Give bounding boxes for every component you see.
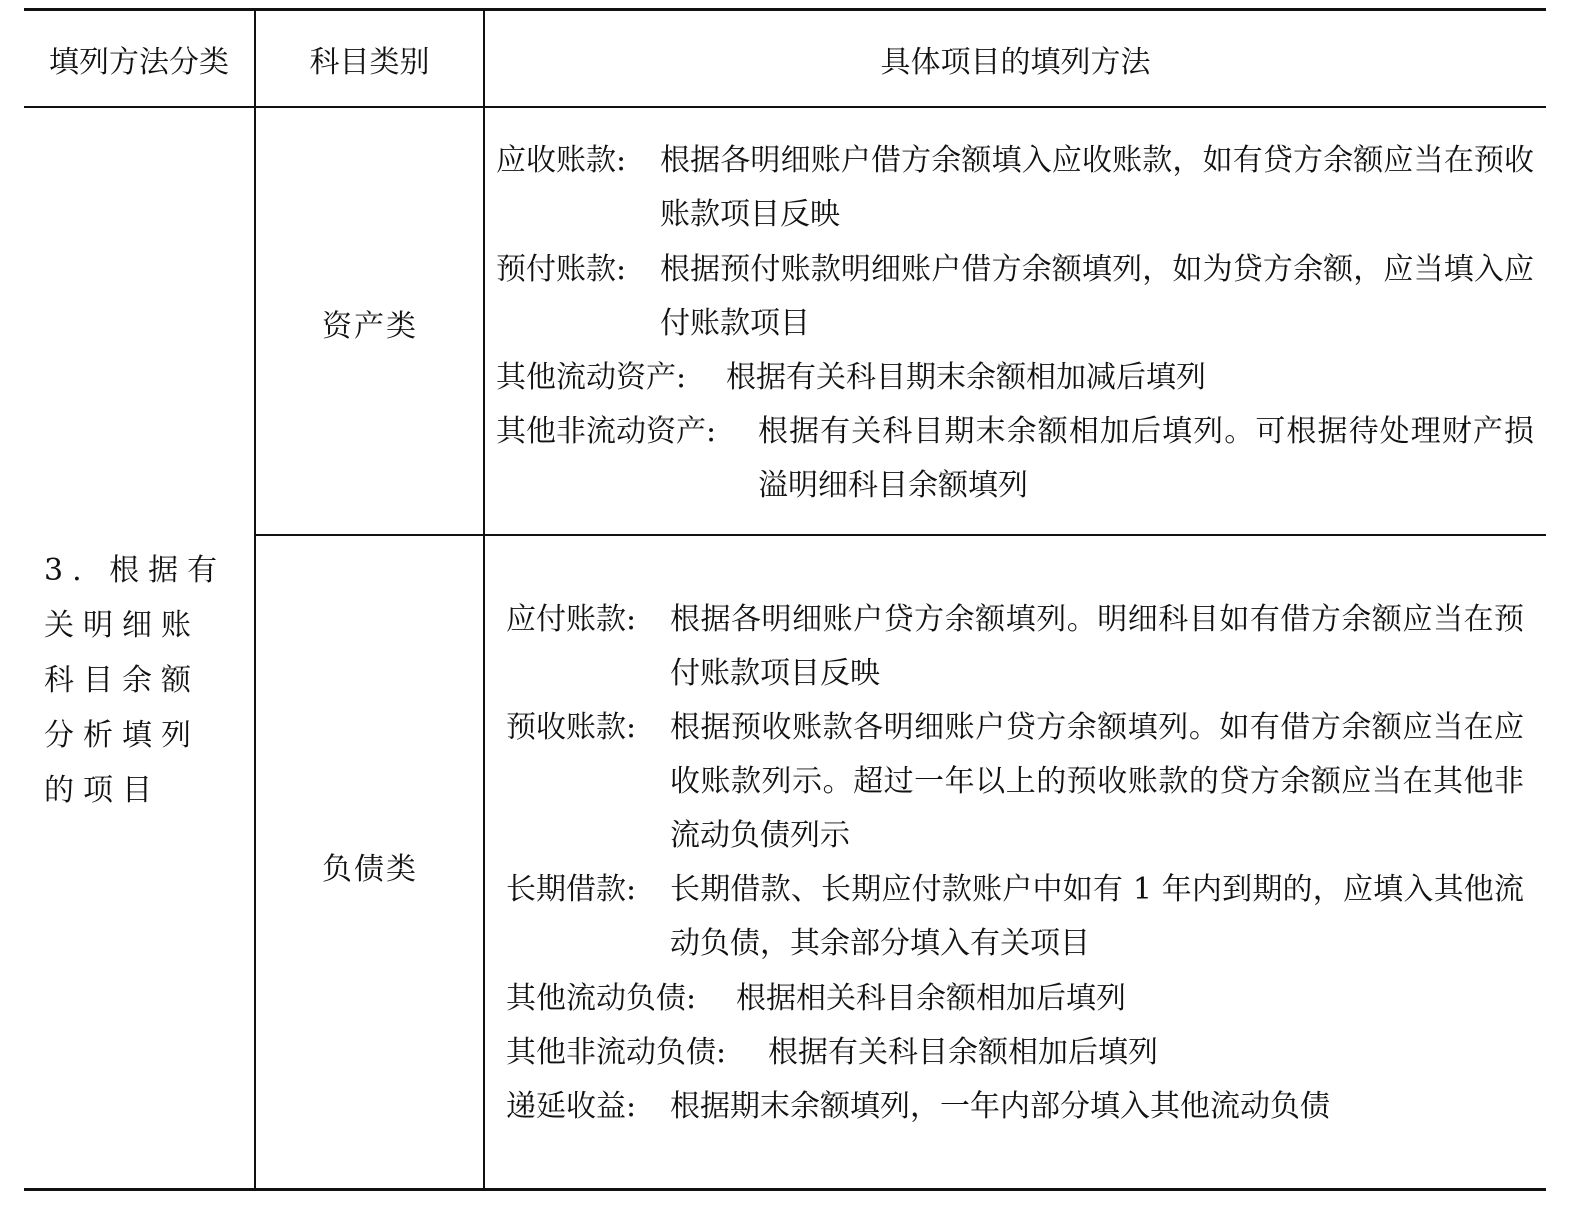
header-method-category-label: 填列方法分类 (49, 45, 229, 80)
item-description: 根据预收账款各明细账户贷方余额填列。如有借方余额应当在应收账款列示。超过一年以上的预收账款的贷方余额应当在其他非流动负债列示 (670, 710, 1524, 853)
assets-item-prepayments (496, 243, 1536, 351)
column-divider-2 (483, 10, 485, 1190)
item-term: 其他流动负债: (506, 981, 697, 1016)
item-description: 根据各明细账户贷方余额填列。明细科目如有借方余额应当在预付账款项目反映 (670, 602, 1524, 691)
column-divider-1 (254, 10, 256, 1190)
method-description: 3. 根据有关明细账科目余额分析填列的项目 (44, 553, 227, 808)
liabilities-item-other-noncurrent (506, 1026, 1536, 1080)
item-term: 预收账款: (506, 710, 637, 745)
item-description: 根据各明细账户借方余额填入应收账款，如有贷方余额应当在预收账款项目反映 (660, 143, 1534, 232)
item-term: 应付账款: (506, 602, 637, 637)
item-description: 根据有关科目期末余额相加后填列。可根据待处理财产损溢明细科目余额填列 (758, 414, 1534, 503)
item-term: 其他非流动资产: (496, 414, 717, 449)
assets-liabilities-divider (255, 534, 1546, 536)
header-subject-category (256, 10, 483, 108)
header-method-category (24, 10, 254, 108)
item-description: 根据预付账款明细账户借方余额填列，如为贷方余额，应当填入应付账款项目 (660, 252, 1534, 341)
header-specific-method (485, 10, 1546, 108)
item-description: 根据相关科目余额相加后填列 (736, 981, 1126, 1016)
liabilities-item-other-current (506, 972, 1536, 1026)
liabilities-item-long-term-loans (506, 863, 1536, 971)
category-liabilities: 负债类 (322, 852, 418, 887)
assets-item-other-noncurrent (496, 405, 1536, 513)
item-term: 其他非流动负债: (506, 1035, 727, 1070)
liabilities-item-deferred-income (506, 1080, 1536, 1134)
item-term: 预付账款: (496, 252, 627, 287)
item-term: 应收账款: (496, 143, 627, 178)
liabilities-item-payables (506, 593, 1536, 701)
assets-item-other-current (496, 351, 1536, 405)
header-specific-method-label: 具体项目的填列方法 (880, 45, 1151, 80)
category-assets: 资产类 (322, 309, 418, 344)
item-term: 递延收益: (506, 1089, 637, 1124)
item-description: 长期借款、长期应付款账户中如有 1 年内到期的，应填入其他流动负债，其余部分填入有关项目 (670, 872, 1524, 961)
item-term: 其他流动资产: (496, 360, 687, 395)
header-subject-category-label: 科目类别 (309, 45, 430, 80)
liabilities-item-advances (506, 701, 1536, 863)
item-term: 长期借款: (506, 872, 637, 907)
table-bottom-rule (24, 1188, 1546, 1191)
item-description: 根据有关科目余额相加后填列 (768, 1035, 1158, 1070)
item-description: 根据期末余额填列，一年内部分填入其他流动负债 (670, 1089, 1330, 1124)
assets-item-receivables (496, 134, 1536, 242)
item-description: 根据有关科目期末余额相加减后填列 (726, 360, 1206, 395)
